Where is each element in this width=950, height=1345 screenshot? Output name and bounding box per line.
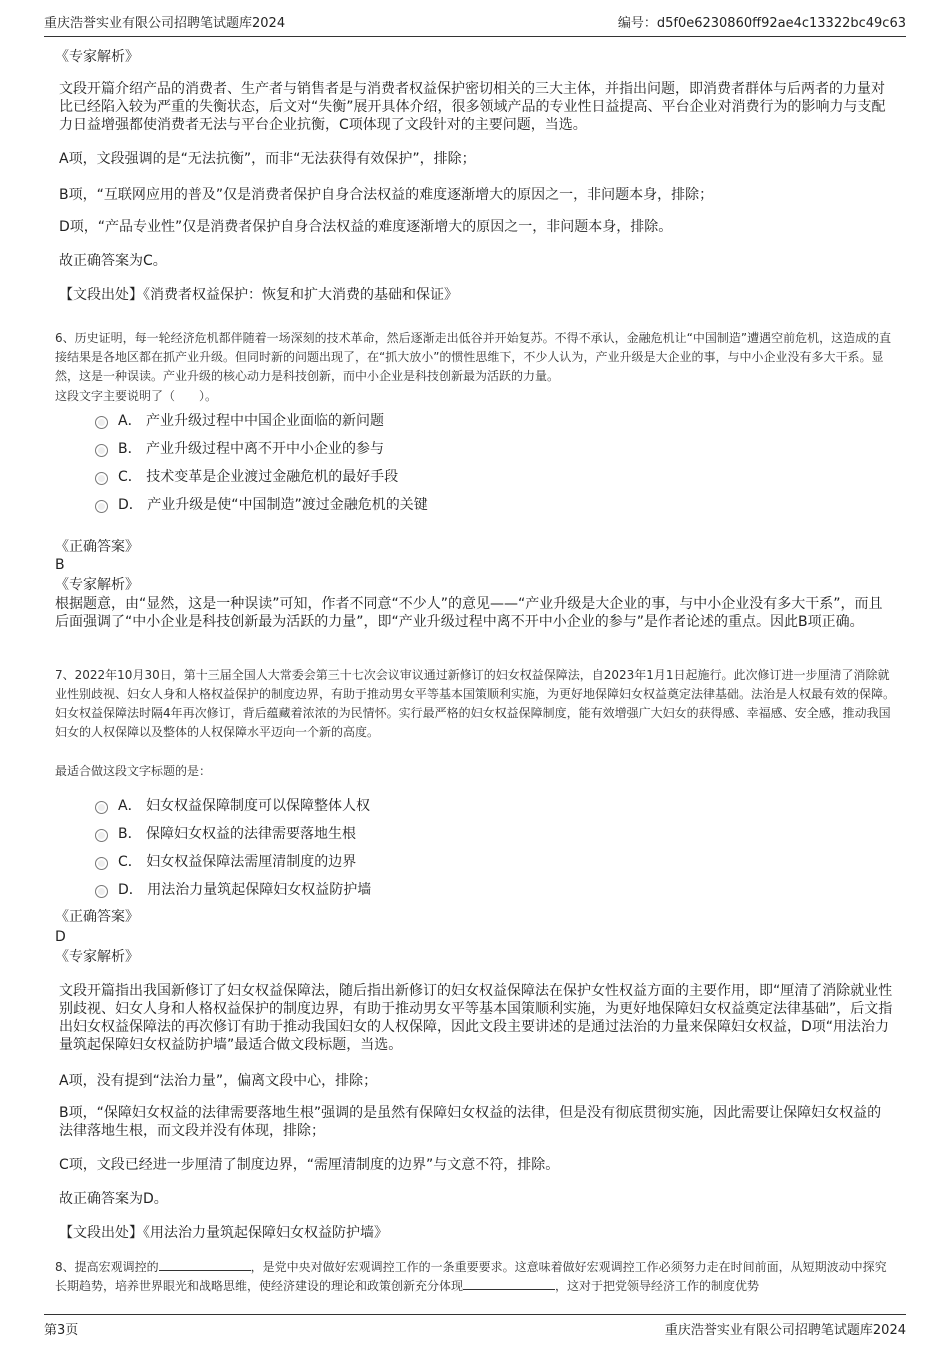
- question-6-stem: 这段文字主要说明了（ ）。: [55, 389, 218, 403]
- expert-analysis-label: 《专家解析》: [55, 49, 139, 65]
- radio-button-icon[interactable]: [95, 857, 108, 870]
- q6-analysis: 根据题意，由“显然，这是一种误读”可知，作者不同意“不少人”的意见——“产业升级是大企业的事，与中小企业没有多大干系”，而且后面强调了“中小企业是科技创新最为活跃的力量”，即“产业升级过程中离不开中小企业的参与”是作者论述的重点。因此B项正确。: [55, 596, 883, 630]
- header-doc-id: 编号：d5f0e6230860ff92ae4c13322bc49c63: [617, 16, 906, 31]
- q7-option-d[interactable]: D． 用法治力量筑起保障妇女权益防护墙: [95, 875, 895, 903]
- q7-option-a[interactable]: A． 妇女权益保障制度可以保障整体人权: [95, 791, 895, 819]
- q8-part1: 8、提高宏观调控的: [55, 1260, 159, 1274]
- q6-option-c[interactable]: C． 技术变革是企业渡过金融危机的最好手段: [95, 462, 895, 490]
- q6-analysis-label: 《专家解析》: [55, 577, 139, 593]
- q7-analysis-label: 《专家解析》: [55, 949, 139, 965]
- q7-answer-label: 《正确答案》: [55, 909, 139, 925]
- fill-blank-2[interactable]: [463, 1277, 555, 1290]
- q7-option-b[interactable]: B． 保障妇女权益的法律需要落地生根: [95, 819, 895, 847]
- fill-blank-1[interactable]: [159, 1258, 251, 1271]
- question-7-text: 7、2022年10月30日，第十三届全国人大常委会第三十七次会议审议通过新修订的妇女权益保障法，自2023年1月1日起施行。此次修订进一步厘清了消除就业性别歧视、妇女人身和人格权益保护的制度边界，有助于推动男女平等基本国策顺利实施，为更好地保障妇女权益奠定法律基础。法治是人权最有效的保障。妇女权益保障法时隔4年再次修订，背后蕴藏着浓浓的为民情怀。实行最严格的妇女权益保障制度，能有效增强广大妇女的获得感、幸福感、安全感，推动我国妇女的人权保障以及整体的人权保障水平迈向一个新的高度。: [55, 668, 896, 739]
- source-citation: 【文段出处】《消费者权益保护：恢复和扩大消费的基础和保证》: [59, 287, 458, 303]
- answer-conclusion: 故正确答案为C。: [59, 253, 167, 269]
- q8-part2: ，是党中央对做好宏观调控工作的一条重要要求。这意味着做好宏观调控工作必须努力走在时间前面，从短期波动中探究长期趋势，培养世界眼光和战略思维，使经济建设的理论和政策创新充分体现: [55, 1260, 887, 1293]
- q7-option-a-analysis: A项，没有提到“法治力量”，偏离文段中心，排除；: [59, 1073, 378, 1089]
- q7-answer-conclusion: 故正确答案为D。: [59, 1191, 168, 1207]
- option-d-analysis: D项，“产品专业性”仅是消费者保护自身合法权益的难度逐渐增大的原因之一，非问题本身，排除。: [59, 219, 673, 235]
- question-6-options: [95, 406, 895, 518]
- analysis-paragraph: 文段开篇介绍产品的消费者、生产者与销售者是与消费者权益保护密切相关的三大主体，并指出问题，即消费者群体与后两者的力量对比已经陷入较为严重的失衡状态，后文对“失衡”展开具体介绍，很多领域产品的专业性日益提高、平台企业对消费行为的影响力与支配力日益增强都使消费者无法与平台企业抗衡，C项体现了文段针对的主要问题，当选。: [59, 81, 886, 133]
- q6-answer-label: 《正确答案》: [55, 539, 139, 555]
- q8-part3: ，这对于把党领导经济工作的制度优势: [555, 1279, 760, 1293]
- radio-button-icon[interactable]: [95, 885, 108, 898]
- q6-option-b[interactable]: B． 产业升级过程中离不开中小企业的参与: [95, 434, 895, 462]
- question-7-options: [95, 791, 895, 903]
- footer-title: 重庆浩誉实业有限公司招聘笔试题库2024: [664, 1323, 906, 1338]
- q7-option-c-analysis: C项，文段已经进一步厘清了制度边界，“需厘清制度的边界”与文意不符，排除。: [59, 1157, 560, 1173]
- radio-button-icon[interactable]: [95, 416, 108, 429]
- radio-button-icon[interactable]: [95, 801, 108, 814]
- question-6-text: 6、历史证明，每一轮经济危机都伴随着一场深刻的技术革命，然后逐渐走出低谷并开始复苏。不得不承认，金融危机让“中国制造”遭遇空前危机，这造成的直接结果是各地区都在抓产业升级。但同时新的问题出现了，在“抓大放小”的惯性思维下，不少人认为，产业升级是大企业的事，与中小企业没有多大干系。显然，这是一种误读。产业升级的核心动力是科技创新，而中小企业是科技创新最为活跃的力量。: [55, 331, 892, 383]
- q6-option-d[interactable]: D． 产业升级是使“中国制造”渡过金融危机的关键: [95, 490, 895, 518]
- q7-source-citation: 【文段出处】《用法治力量筑起保障妇女权益防护墙》: [59, 1225, 388, 1241]
- q6-option-a[interactable]: A． 产业升级过程中中国企业面临的新问题: [95, 406, 895, 434]
- radio-button-icon[interactable]: [95, 500, 108, 513]
- q7-answer: D: [55, 929, 66, 945]
- q6-answer: B: [55, 557, 65, 573]
- q7-analysis: 文段开篇指出我国新修订了妇女权益保障法，随后指出新修订的妇女权益保障法在保护女性权益方面的主要作用，即“厘清了消除就业性别歧视、妇女人身和人格权益保护的制度边界，有助于推动男女平等基本国策顺利实施，为更好地保障妇女权益奠定法律基础”，后文指出妇女权益保障法的再次修订有助于推动我国妇女的人权保障，因此文段主要讲述的是通过法治的力量来保障妇女权益，D项“用法治力量筑起保障妇女权益防护墙”最适合做文段标题，当选。: [59, 983, 893, 1053]
- radio-button-icon[interactable]: [95, 472, 108, 485]
- page-header: [44, 12, 906, 37]
- radio-button-icon[interactable]: [95, 444, 108, 457]
- page-footer: [44, 1314, 906, 1338]
- q7-option-b-analysis: B项，“保障妇女权益的法律需要落地生根”强调的是虽然有保障妇女权益的法律，但是没有彻底贯彻实施，因此需要让保障妇女权益的法律落地生根，而文段并没有体现，排除；: [59, 1105, 882, 1139]
- page-number: 第3页: [44, 1323, 79, 1338]
- header-title: 重庆浩誉实业有限公司招聘笔试题库2024: [44, 16, 286, 31]
- option-b-analysis: B项，“互联网应用的普及”仅是消费者保护自身合法权益的难度逐渐增大的原因之一，非问题本身，排除；: [59, 187, 714, 203]
- q7-option-c[interactable]: C． 妇女权益保障法需厘清制度的边界: [95, 847, 895, 875]
- question-8-text: [55, 1258, 895, 1296]
- radio-button-icon[interactable]: [95, 829, 108, 842]
- question-7-stem: 最适合做这段文字标题的是：: [55, 764, 212, 778]
- option-a-analysis: A项，文段强调的是“无法抗衡”，而非“无法获得有效保护”，排除；: [59, 151, 476, 167]
